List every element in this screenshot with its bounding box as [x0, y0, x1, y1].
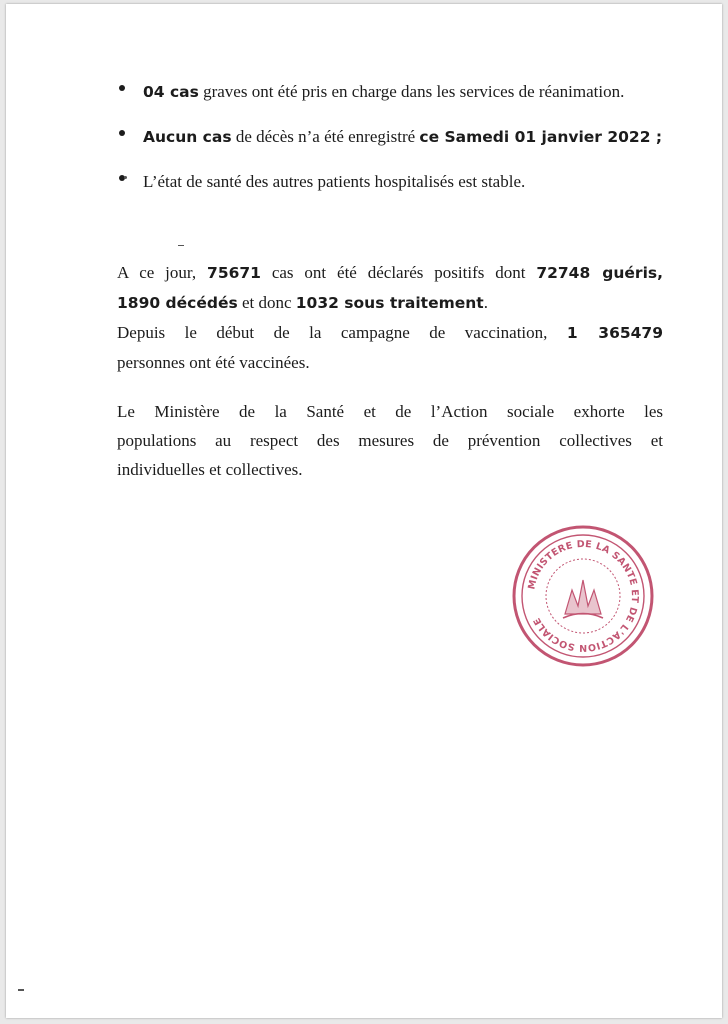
vaccinated-people-text: personnes ont été vaccinées. [117, 353, 310, 372]
bullet-dot-icon [119, 85, 125, 91]
stats-text: et donc [237, 293, 296, 312]
deaths-count: 1890 décédés [117, 294, 238, 312]
severe-cases-text: graves ont été pris en charge dans les services de réanimation. [198, 82, 625, 101]
cumulative-stats [117, 258, 663, 377]
scan-mark [18, 989, 24, 991]
exhort-line-3: individuelles et collectives. [117, 460, 303, 479]
bullet-item-severe-cases [118, 76, 664, 108]
vaccination-text: Depuis le début de la campagne de vaccination, [117, 323, 567, 342]
scan-mark [178, 245, 184, 246]
scan-mark [124, 176, 127, 179]
stats-text: cas ont été déclarés positifs dont [260, 263, 537, 282]
stamp-text: MINISTERE DE LA SANTE ET DE L'ACTION SOCIALE [526, 538, 641, 654]
severe-cases-count: 04 cas [143, 83, 199, 101]
bullet-item-deaths [118, 121, 664, 153]
document-page [6, 4, 722, 1018]
vaccinated-count: 1 365479 [566, 324, 663, 342]
bullet-item-patient-status [118, 166, 664, 197]
report-date: ce Samedi 01 janvier 2022 ; [419, 128, 663, 146]
exhort-line-2: populations au respect des mesures de prévention collectives et [117, 431, 663, 450]
recovered-count: 72748 guéris, [536, 264, 663, 282]
ministry-exhortation [117, 397, 663, 484]
bullet-list [118, 76, 664, 210]
positive-cases-count: 75671 [207, 264, 261, 282]
bullet-dot-icon [119, 130, 125, 136]
stats-text: A ce jour, [117, 263, 208, 282]
deaths-text: de décès n’a été enregistré [231, 127, 420, 146]
no-deaths-label: Aucun cas [143, 128, 232, 146]
stats-text: . [483, 293, 488, 312]
exhort-line-1: Le Ministère de la Santé et de l’Action sociale exhorte les [117, 402, 663, 421]
under-treatment-count: 1032 sous traitement [295, 294, 484, 312]
ministry-stamp-icon [509, 522, 657, 670]
patient-status-text: L’état de santé des autres patients hospitalisés est stable. [143, 172, 526, 191]
